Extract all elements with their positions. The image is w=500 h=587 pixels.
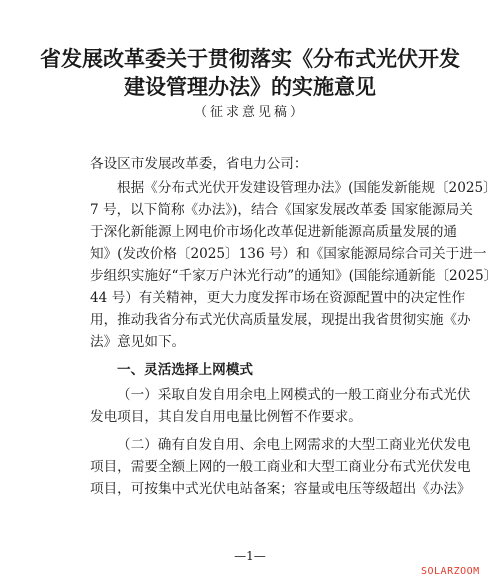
item-1-line: 发电项目，其自发自用电量比例暂不作要求。 [90, 409, 362, 425]
intro-line: 根据《分布式光伏开发建设管理办法》(国能发新能规〔2025〕 [117, 180, 497, 196]
intro-line: 用，推动我省分布式光伏高质量发展，现提出我省贯彻实施《办 [90, 312, 471, 328]
item-2-line: （二）确有自发自用、余电上网需求的大型工商业光伏发电 [117, 437, 471, 453]
document-subtitle: （征求意见稿） [193, 105, 306, 120]
document-title-line-1: 省发展改革委关于贯彻落实《分布式光伏开发 [40, 46, 460, 71]
intro-line: 知》(发改价格〔2025〕136 号）和《国家能源局综合司关于进一 [90, 246, 487, 262]
section-heading: 一、灵活选择上网模式 [117, 362, 253, 378]
document-title-line-2: 建设管理办法》的实施意见 [124, 74, 376, 99]
intro-line: 步组织实施好“千家万户沐光行动”的通知》(国能综通新能〔2025〕 [90, 268, 498, 284]
item-2-line: 项目，需要全额上网的一般工商业和大型工商业分布式光伏发电 [90, 459, 471, 475]
watermark-logo: SOLARZOOM [421, 566, 480, 577]
item-1-line: （一）采取自发自用余电上网模式的一般工商业分布式光伏 [117, 387, 471, 403]
intro-line: 于深化新能源上网电价市场化改革促进新能源高质量发展的通 [90, 224, 458, 240]
item-2-line: 项目，可按集中式光伏电站备案；容量或电压等级超出《办法》 [90, 481, 471, 497]
salutation: 各设区市发展改革委，省电力公司： [90, 156, 308, 172]
page-number: —1— [234, 549, 266, 563]
intro-line: 7 号，以下简称《办法》)，结合《国家发展改革委 国家能源局关 [90, 202, 473, 218]
intro-line: 44 号）有关精神，更大力度发挥市场在资源配置中的决定性作 [90, 290, 466, 306]
intro-line: 法》意见如下。 [90, 334, 186, 350]
